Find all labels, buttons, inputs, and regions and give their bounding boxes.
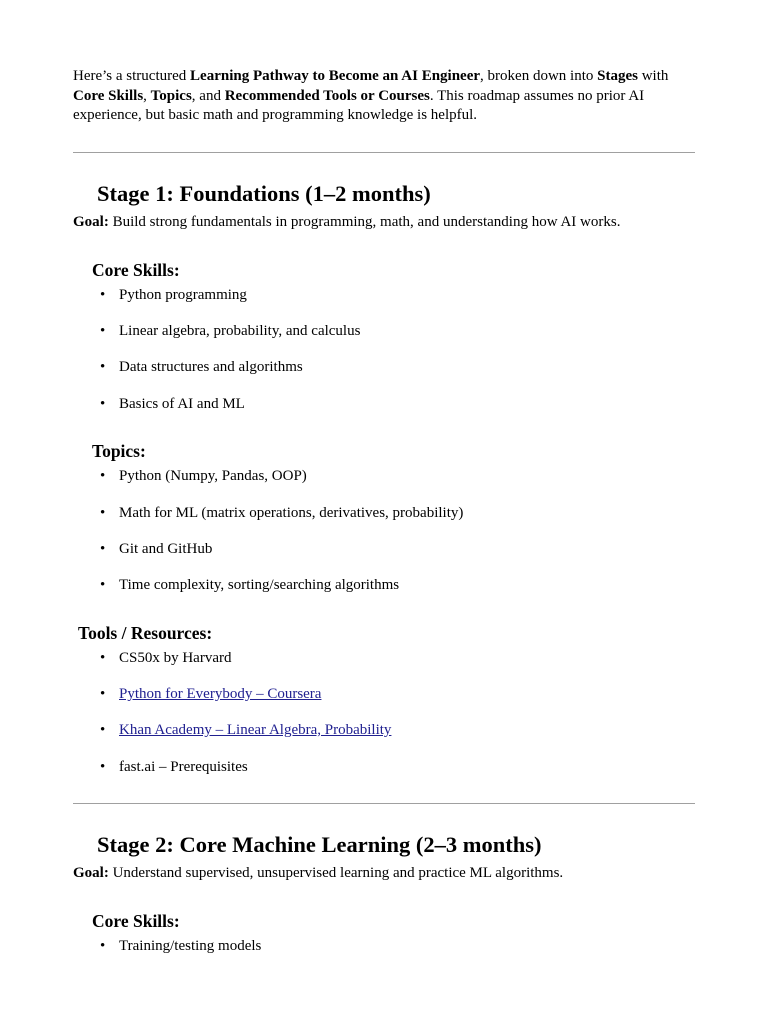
bullet-icon: • [100,722,106,738]
intro-text: , [143,87,151,104]
list-item-text: Basics of AI and ML [119,396,245,412]
list-item [100,576,399,594]
bullet-icon: • [100,938,106,954]
list-item [100,758,248,776]
stage-1-title: Stage 1: Foundations (1–2 months) [97,181,431,206]
list-item-text: CS50x by Harvard [119,650,232,666]
list-item-text: Git and GitHub [119,541,213,557]
bullet-icon: • [100,468,106,484]
intro-text: Here’s a structured [73,68,191,84]
list-item [100,467,307,485]
list-item [100,649,232,667]
bullet-icon: • [100,323,106,339]
intro-emphasis-pathway: Learning Pathway to Become an AI Engineer [190,68,481,84]
list-item-text: Training/testing models [119,938,262,954]
list-item [100,286,247,304]
list-item [100,322,360,340]
stage-2-title: Stage 2: Core Machine Learning (2–3 months) [97,832,542,857]
bullet-icon: • [100,541,106,557]
list-item-text: Python (Numpy, Pandas, OOP) [119,468,307,484]
list-item-text: Time complexity, sorting/searching algorithms [119,577,400,593]
python-for-everybody-link[interactable]: Python for Everybody – Coursera [119,686,322,702]
intro-emphasis-tools: Recommended Tools or Courses [224,87,430,104]
intro-text: , broken down into [480,68,598,84]
bullet-icon: • [100,650,106,666]
list-item [100,540,212,558]
list-item [100,685,321,703]
bullet-icon: • [100,505,106,521]
intro-emphasis-topics: Topics [150,87,192,104]
bullet-icon: • [100,759,106,775]
stage-1-tools-heading: Tools / Resources: [78,623,213,643]
list-item [100,358,303,376]
list-item [100,937,261,955]
stage-1-goal [73,213,620,232]
bullet-icon: • [100,287,106,303]
list-item-text: Data structures and algorithms [119,359,303,375]
bullet-icon: • [100,577,106,593]
list-item-text: Linear algebra, probability, and calculus [119,323,361,339]
bullet-icon: • [100,359,106,375]
list-item-text: Math for ML (matrix operations, derivatives, probability) [119,505,464,521]
goal-label: Goal: [73,865,109,881]
section-divider [73,152,695,153]
list-item-text: Python programming [119,287,247,303]
stage-1-topics-heading: Topics: [92,441,146,461]
goal-text: Build strong fundamentals in programming, math, and understanding how AI works. [108,214,621,230]
stage-2-goal [73,864,563,883]
bullet-icon: • [100,396,106,412]
intro-text: with [637,68,669,84]
list-item-text: fast.ai – Prerequisites [119,759,248,775]
stage-1-core-skills-heading: Core Skills: [92,260,180,280]
section-divider [73,803,695,804]
list-item [100,721,391,739]
intro-text: . This roadmap assumes no prior AI experience, but basic math and programming knowledge is helpful. [73,87,645,123]
intro-emphasis-stages: Stages [597,68,638,84]
intro-paragraph [73,67,703,126]
goal-text: Understand supervised, unsupervised learning and practice ML algorithms. [108,865,564,881]
list-item [100,504,463,522]
intro-text: , and [191,87,225,104]
intro-emphasis-core-skills: Core Skills [73,87,144,104]
list-item [100,395,245,413]
goal-label: Goal: [73,214,109,230]
khan-academy-link[interactable]: Khan Academy – Linear Algebra, Probability [119,722,392,738]
stage-2-core-skills-heading: Core Skills: [92,911,180,931]
bullet-icon: • [100,686,106,702]
